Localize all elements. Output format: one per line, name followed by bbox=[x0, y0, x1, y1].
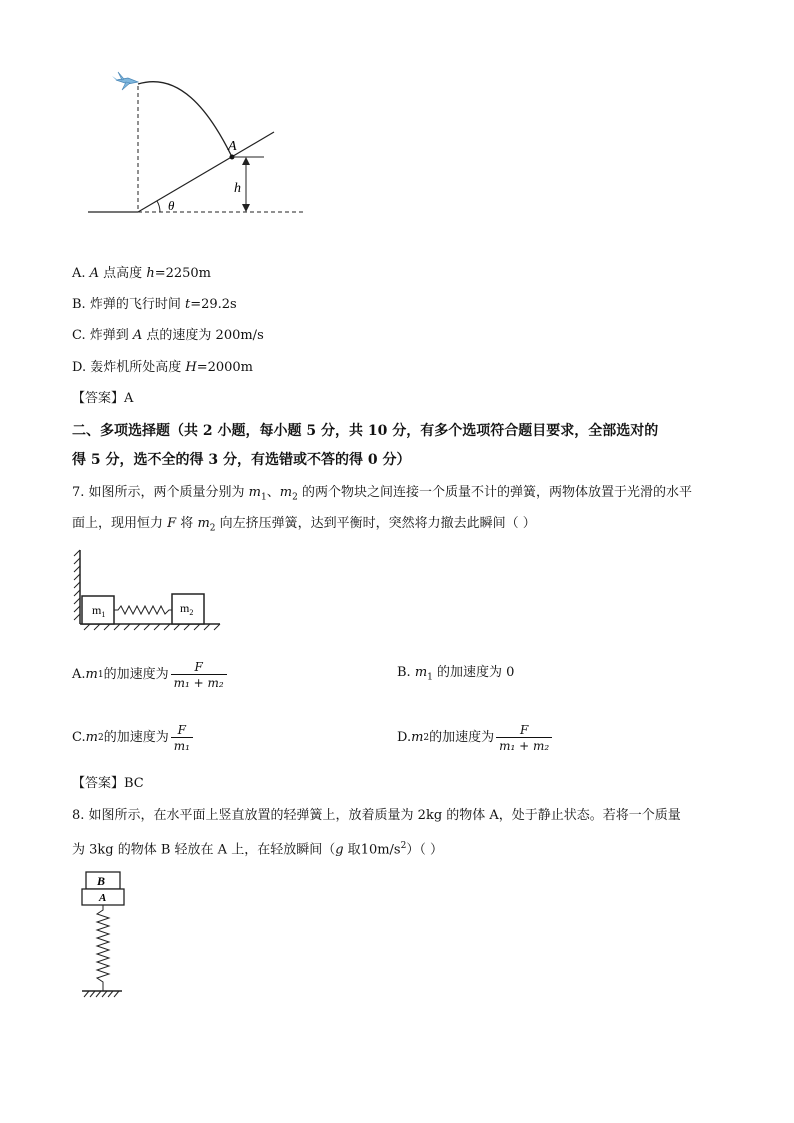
option-value: 点的速度为 200m/s bbox=[142, 328, 264, 343]
q7-text: 面上，现用恒力 bbox=[72, 516, 168, 531]
g-value: 10m/s bbox=[360, 842, 401, 858]
label-theta: θ bbox=[168, 198, 175, 213]
q8-text: 为 3kg 的物体 B 轻放在 A 上，在轻放瞬间（ bbox=[72, 842, 336, 858]
fraction-numerator: F bbox=[177, 723, 186, 737]
option-text: 点高度 bbox=[99, 266, 147, 281]
var-m2: m bbox=[279, 485, 293, 500]
option-prefix: D. bbox=[397, 730, 412, 745]
g-exponent: 2 bbox=[400, 841, 407, 851]
var-m2: m bbox=[411, 730, 424, 745]
block-B-label: B bbox=[97, 874, 106, 888]
var-F: F bbox=[167, 516, 177, 531]
option-text: 的加速度为 0 bbox=[432, 665, 515, 680]
sub-1: 1 bbox=[261, 492, 267, 503]
block-m1-label: $m_1$ bbox=[92, 603, 106, 619]
label-A: A bbox=[228, 139, 237, 154]
sub-2: 2 bbox=[292, 492, 298, 503]
option-value: =2000m bbox=[196, 360, 254, 375]
fraction bbox=[171, 723, 193, 753]
fraction bbox=[171, 660, 227, 690]
answer-label: 【答案】 bbox=[72, 776, 125, 791]
q7-option-a bbox=[72, 654, 227, 696]
q7-text: 的两个物块之间连接一个质量不计的弹簧，两物体放置于光滑的水平 bbox=[297, 485, 692, 500]
q7-option-b bbox=[397, 664, 514, 687]
block-m2-label: $m_2$ bbox=[180, 601, 194, 617]
q8-stem-line2 bbox=[72, 837, 443, 859]
fraction-denominator: m₁ bbox=[171, 737, 193, 753]
option-prefix: A. bbox=[72, 266, 90, 281]
fraction bbox=[496, 723, 552, 753]
block-A-label: A bbox=[99, 892, 107, 904]
option-prefix: C. bbox=[72, 730, 86, 745]
q6-option-c bbox=[72, 327, 264, 345]
section2-heading-line1: 二、多项选择题（共 2 小题，每小题 5 分，共 10 分，有多个选项符合题目要求，全部选对的 bbox=[72, 423, 659, 439]
var-t: t bbox=[184, 297, 191, 312]
var-A: A bbox=[132, 328, 143, 343]
var-H: H bbox=[185, 360, 197, 375]
projectile-incline-figure bbox=[88, 68, 318, 228]
q6-answer bbox=[72, 390, 133, 408]
option-text: 的加速度为 bbox=[103, 730, 169, 745]
var-m1: m bbox=[85, 667, 98, 682]
sub-2: 2 bbox=[97, 733, 104, 743]
fraction-denominator: m₁ + m₂ bbox=[171, 674, 227, 690]
q6-option-b bbox=[72, 296, 237, 314]
fraction-numerator: F bbox=[520, 723, 529, 737]
option-prefix: C. 炸弹到 bbox=[72, 328, 133, 343]
var-h: h bbox=[146, 266, 155, 281]
sub-2: 2 bbox=[423, 733, 430, 743]
answer-label: 【答案】 bbox=[72, 391, 125, 406]
fraction-denominator: m₁ + m₂ bbox=[496, 737, 552, 753]
option-prefix: B. 炸弹的飞行时间 bbox=[72, 297, 185, 312]
sub-2: 2 bbox=[209, 523, 216, 534]
separator: 、 bbox=[266, 485, 280, 500]
var-m1: m bbox=[414, 665, 428, 680]
var-m2: m bbox=[85, 730, 98, 745]
q7-text: 7. 如图所示，两个质量分别为 bbox=[72, 485, 249, 500]
option-prefix: D. 轰炸机所处高度 bbox=[72, 360, 186, 375]
var-m2: m bbox=[197, 516, 210, 531]
q8-stem-line1: 8. 如图所示，在水平面上竖直放置的轻弹簧上，放着质量为 2kg 的物体 A，处于静止状态。若将一个质量 bbox=[72, 808, 681, 823]
answer-value: BC bbox=[124, 776, 144, 791]
var-A: A bbox=[89, 266, 100, 281]
q7-stem-line1 bbox=[72, 484, 692, 507]
q7-stem-line2 bbox=[72, 515, 536, 538]
q8-text: 取 bbox=[343, 842, 361, 858]
label-h: h bbox=[234, 181, 241, 196]
var-m1: m bbox=[248, 485, 261, 500]
q8-text: ）（ ） bbox=[406, 842, 443, 858]
q6-option-a bbox=[72, 265, 211, 283]
q7-option-c bbox=[72, 717, 193, 759]
section2-heading-line2: 得 5 分，选不全的得 3 分，有选错或不答的得 0 分） bbox=[72, 452, 411, 468]
var-g: g bbox=[335, 842, 344, 858]
q7-option-d bbox=[397, 717, 552, 759]
option-value: =29.2s bbox=[190, 297, 237, 312]
sub-1: 1 bbox=[427, 672, 433, 683]
option-text: 的加速度为 bbox=[429, 730, 495, 745]
stacked-blocks-spring-figure bbox=[78, 870, 138, 1000]
airplane-icon bbox=[112, 72, 138, 90]
q6-option-d bbox=[72, 359, 253, 377]
option-text: 的加速度为 bbox=[103, 667, 169, 682]
q7-answer bbox=[72, 775, 144, 793]
q7-text: 向左挤压弹簧，达到平衡时，突然将力撤去此瞬间（ ） bbox=[215, 516, 536, 531]
answer-value: A bbox=[124, 391, 134, 406]
option-prefix: A. bbox=[72, 667, 86, 682]
q7-text: 将 bbox=[176, 516, 198, 531]
option-value: =2250m bbox=[154, 266, 211, 281]
sub-1: 1 bbox=[97, 670, 104, 680]
option-prefix: B. bbox=[397, 665, 415, 680]
fraction-numerator: F bbox=[194, 660, 203, 674]
spring-blocks-figure bbox=[70, 548, 230, 638]
